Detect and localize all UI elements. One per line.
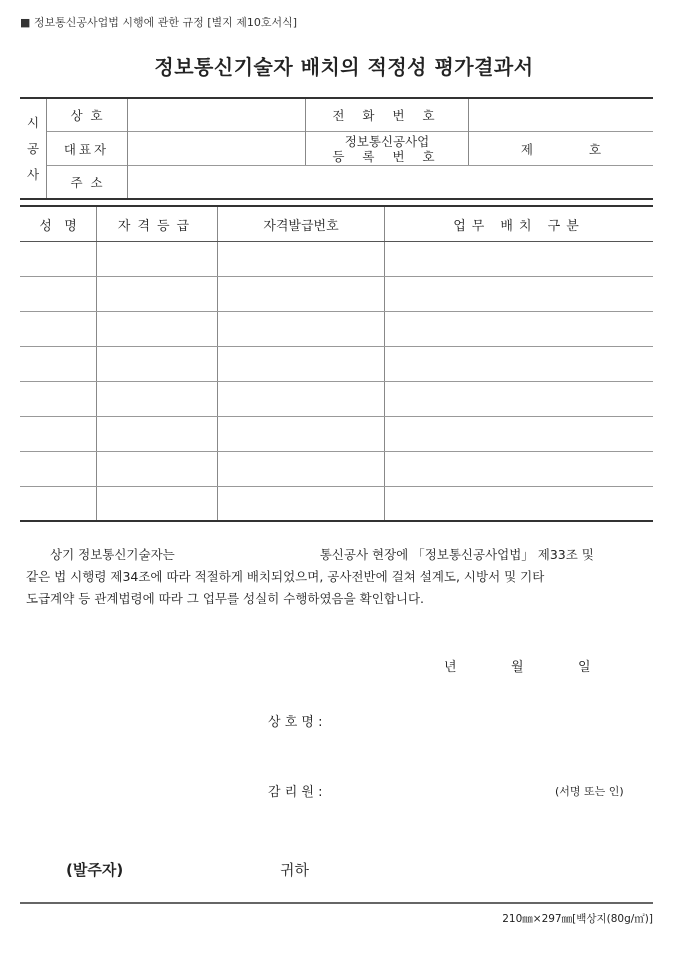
statement-line-1 xyxy=(26,544,641,566)
col-divider xyxy=(96,207,97,520)
section-label-char: 공 xyxy=(26,140,40,156)
representative-label: 대표자 xyxy=(63,141,110,157)
footer-divider xyxy=(20,902,653,904)
phone-label: 전 화 번 호 xyxy=(332,108,442,123)
supervisor-name-field[interactable] xyxy=(340,775,540,801)
table-row-line xyxy=(20,311,653,312)
col-divider xyxy=(384,207,385,520)
company-name-field[interactable] xyxy=(340,705,630,731)
document-title: 정보통신기술자 배치의 적정성 평가결과서 xyxy=(154,55,534,79)
registration-label-line1: 정보통신공사업 xyxy=(344,133,430,149)
table-row-line xyxy=(20,451,653,452)
contractor-section-label xyxy=(20,99,46,198)
section-label-char: 사 xyxy=(26,166,40,182)
statement-part2: 통신공사 현장에 「정보통신공사업법」 제33조 및 xyxy=(319,547,594,562)
table-row-line xyxy=(20,346,653,347)
staff-table-bottom-border xyxy=(20,520,653,522)
law-reference: ■ 정보통신공사업법 시행에 관한 규정 [별지 제10호서식] xyxy=(20,16,298,29)
statement-part1: 상기 정보통신기술자는 xyxy=(50,547,175,562)
signature-hint: (서명 또는 인) xyxy=(555,785,624,798)
col-header-assignment: 업무 배치 구분 xyxy=(453,218,585,234)
trade-name-field[interactable] xyxy=(128,99,305,131)
phone-field[interactable] xyxy=(469,99,653,131)
col-divider xyxy=(217,207,218,520)
address-label: 주 소 xyxy=(70,175,103,190)
statement-line-3: 도급계약 등 관계법령에 따라 그 업무를 성실히 수행하였음을 확인합니다. xyxy=(26,591,425,606)
registration-number-field[interactable] xyxy=(469,132,653,165)
orderer-label: (발주자) xyxy=(66,861,124,879)
date-month-label: 월 xyxy=(511,660,524,675)
date-year-label: 년 xyxy=(444,660,457,675)
honorific-label: 귀하 xyxy=(280,861,309,879)
trade-name-label: 상 호 xyxy=(70,108,103,123)
col-header-grade: 자격등급 xyxy=(117,218,197,234)
registration-label-line2: 등 록 번 호 xyxy=(332,148,442,164)
registration-label xyxy=(306,132,468,165)
col-header-cert-number: 자격발급번호 xyxy=(263,218,339,234)
confirmation-statement xyxy=(26,544,641,610)
representative-field[interactable] xyxy=(128,132,305,165)
supervisor-label: 감 리 원 : xyxy=(268,785,323,800)
statement-line-2: 같은 법 시행령 제34조에 따라 적절하게 배치되었으며, 공사전반에 걸쳐 설계도, 시방서 및 기타 xyxy=(26,569,545,584)
section-label-char: 시 xyxy=(26,114,40,130)
paper-spec: 210㎜×297㎜[백상지(80g/㎡)] xyxy=(502,913,653,925)
registration-suffix: 호 xyxy=(589,141,602,157)
registration-prefix: 제 xyxy=(520,141,533,157)
address-field[interactable] xyxy=(128,166,653,198)
header-divider xyxy=(20,241,653,242)
table-row-line xyxy=(20,486,653,487)
date-day-label: 일 xyxy=(578,660,591,675)
company-name-label: 상 호 명 : xyxy=(268,715,323,730)
table-row-line xyxy=(20,416,653,417)
col-header-name: 성 명 xyxy=(39,218,77,234)
table-row-line xyxy=(20,276,653,277)
contractor-bottom-border xyxy=(20,198,653,200)
table-row-line xyxy=(20,381,653,382)
